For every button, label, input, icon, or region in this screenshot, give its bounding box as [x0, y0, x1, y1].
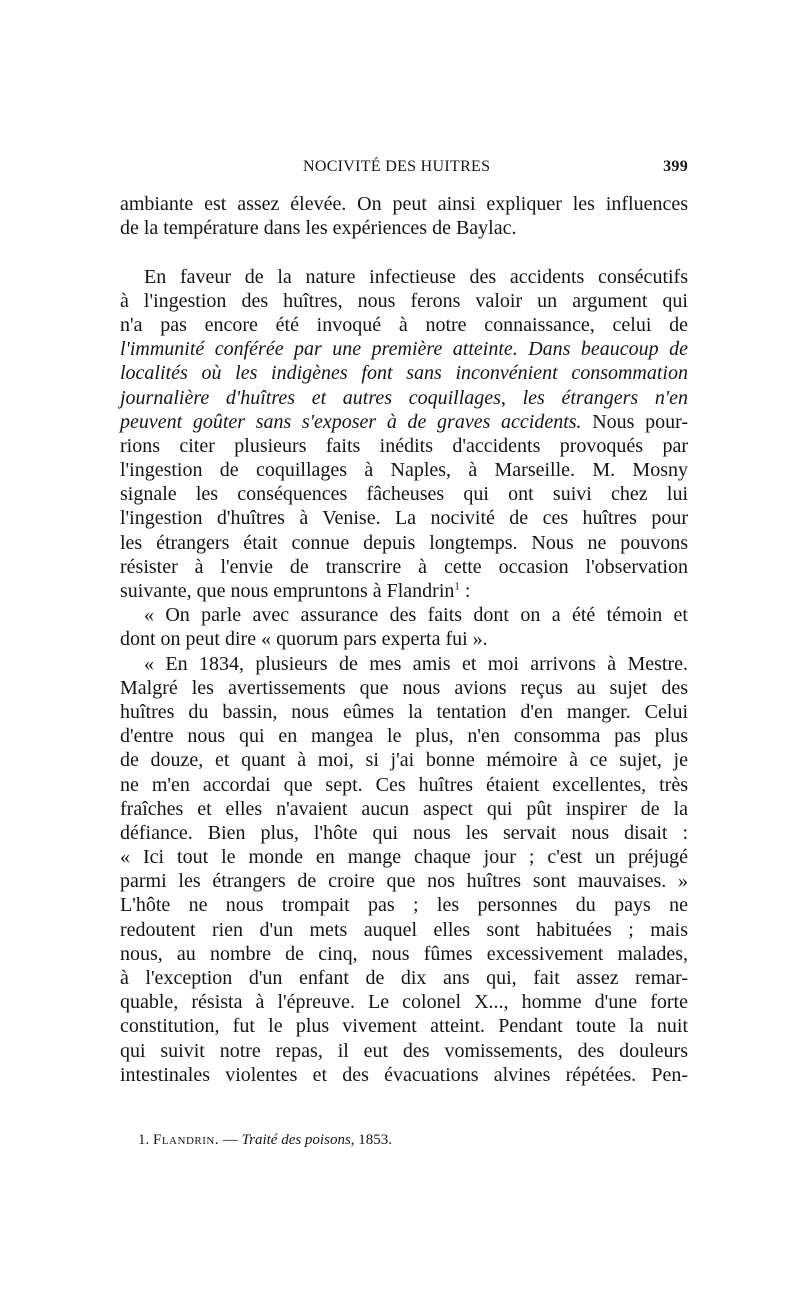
footnote: [138, 1132, 392, 1149]
text-line: [120, 579, 688, 603]
text-line: ambiante est assez élevée. On peut ainsi expliquer les influences: [120, 193, 688, 215]
quote-line: nous, au nombre de cinq, nous fûmes excessivement malades,: [120, 942, 688, 965]
quote-line: intestinales violentes et des évacuations alvines répétées. Pen-: [120, 1063, 688, 1086]
text-line: signale les conséquences fâcheuses qui ont suivi chez lui: [120, 483, 688, 506]
quote-line: dont on peut dire « quorum pars experta fui ».: [120, 628, 488, 651]
body-text: [120, 192, 688, 1087]
paragraph-gap: [120, 240, 688, 264]
quote-line: « On parle avec assurance des faits dont on a été témoin et: [144, 604, 688, 627]
text-line: de la température dans les expériences de Baylac.: [120, 217, 517, 240]
quote-line: « Ici tout le monde en mange chaque jour ; c'est un préjugé: [120, 846, 688, 869]
quote-line: huîtres du bassin, nous eûmes la tentation d'en manger. Celui: [120, 700, 688, 723]
roman-text: :: [459, 580, 471, 602]
footnote-number: 1.: [138, 1132, 150, 1148]
footnote-title: Traité des poisons: [241, 1132, 351, 1148]
quote-line: constitution, fut le plus vivement atteint. Pendant toute la nuit: [120, 1015, 688, 1038]
text-line-italic: [120, 386, 688, 410]
footnote-author: Flandrin.: [153, 1132, 220, 1148]
roman-text: Nous pour-: [581, 410, 689, 433]
quote-line: fraîches et elles n'avaient aucun aspect qui pût inspirer de la: [120, 797, 688, 820]
text-line: l'ingestion de coquillages à Naples, à Marseille. M. Mosny: [120, 459, 688, 482]
text-line: résister à l'envie de transcrire à cette occasion l'observation: [120, 555, 688, 578]
text-line: les étrangers était connue depuis longtemps. Nous ne pouvons: [120, 531, 688, 554]
quote-line: « En 1834, plusieurs de mes amis et moi arrivons à Mestre.: [144, 652, 688, 675]
running-header: [120, 158, 688, 186]
quote-line: à l'exception d'un enfant de dix ans qui, fait assez remar-: [120, 967, 688, 989]
quote-line: Malgré les avertissements que nous avions reçus au sujet des: [120, 676, 688, 699]
text-line-italic: [120, 361, 688, 385]
text-line: n'a pas encore été invoqué à notre connaissance, celui de: [120, 313, 688, 336]
quote-line: ne m'en accordai que sept. Ces huîtres étaient excellentes, très: [120, 773, 688, 796]
quote-line: de douze, et quant à moi, si j'ai bonne mémoire à ce sujet, je: [120, 749, 688, 772]
page-number: 399: [663, 158, 688, 175]
quote-line: d'entre nous qui en mangea le plus, n'en consomma pas plus: [120, 725, 688, 748]
text-line-italic: [120, 337, 688, 361]
running-title: NOCIVITÉ DES HUITRES: [303, 158, 491, 175]
text-line: à l'ingestion des huîtres, nous ferons valoir un argument qui: [120, 289, 688, 312]
quote-line: L'hôte ne nous trompait pas ; les personnes du pays ne: [120, 894, 688, 917]
roman-text: suivante, que nous empruntons à Flandrin: [120, 580, 455, 602]
quote-line: qui suivit notre repas, il eut des vomissements, des douleurs: [120, 1039, 688, 1062]
text-line-mixed: [120, 410, 688, 434]
footnote-marker: 1: [454, 580, 460, 593]
quote-line: défiance. Bien plus, l'hôte qui nous les servait nous disait :: [120, 821, 688, 844]
text-line: En faveur de la nature infectieuse des accidents consécutifs: [144, 265, 688, 288]
italic-text: localités où les indigènes font sans inconvénient consommation: [120, 362, 688, 385]
text-line: rions citer plusieurs faits inédits d'accidents provoqués par: [120, 434, 688, 457]
footnote-dash: —: [219, 1132, 242, 1148]
quote-line: quable, résista à l'épreuve. Le colonel X..., homme d'une forte: [120, 991, 688, 1014]
text-line: l'ingestion d'huîtres à Venise. La nocivité de ces huîtres pour: [120, 507, 688, 530]
quote-line: parmi les étrangers de croire que nos huîtres sont mauvaises. »: [120, 870, 688, 893]
footnote-year: , 1853.: [350, 1132, 393, 1148]
italic-text: peuvent goûter sans s'exposer à de graves accidents.: [120, 410, 582, 433]
italic-text: journalière d'huîtres et autres coquillages, les étrangers n'en: [120, 386, 688, 409]
quote-line: redoutent rien d'un mets auquel elles sont habituées ; mais: [120, 918, 688, 941]
italic-text: l'immunité conférée par une première atteinte. Dans beaucoup de: [120, 338, 688, 361]
